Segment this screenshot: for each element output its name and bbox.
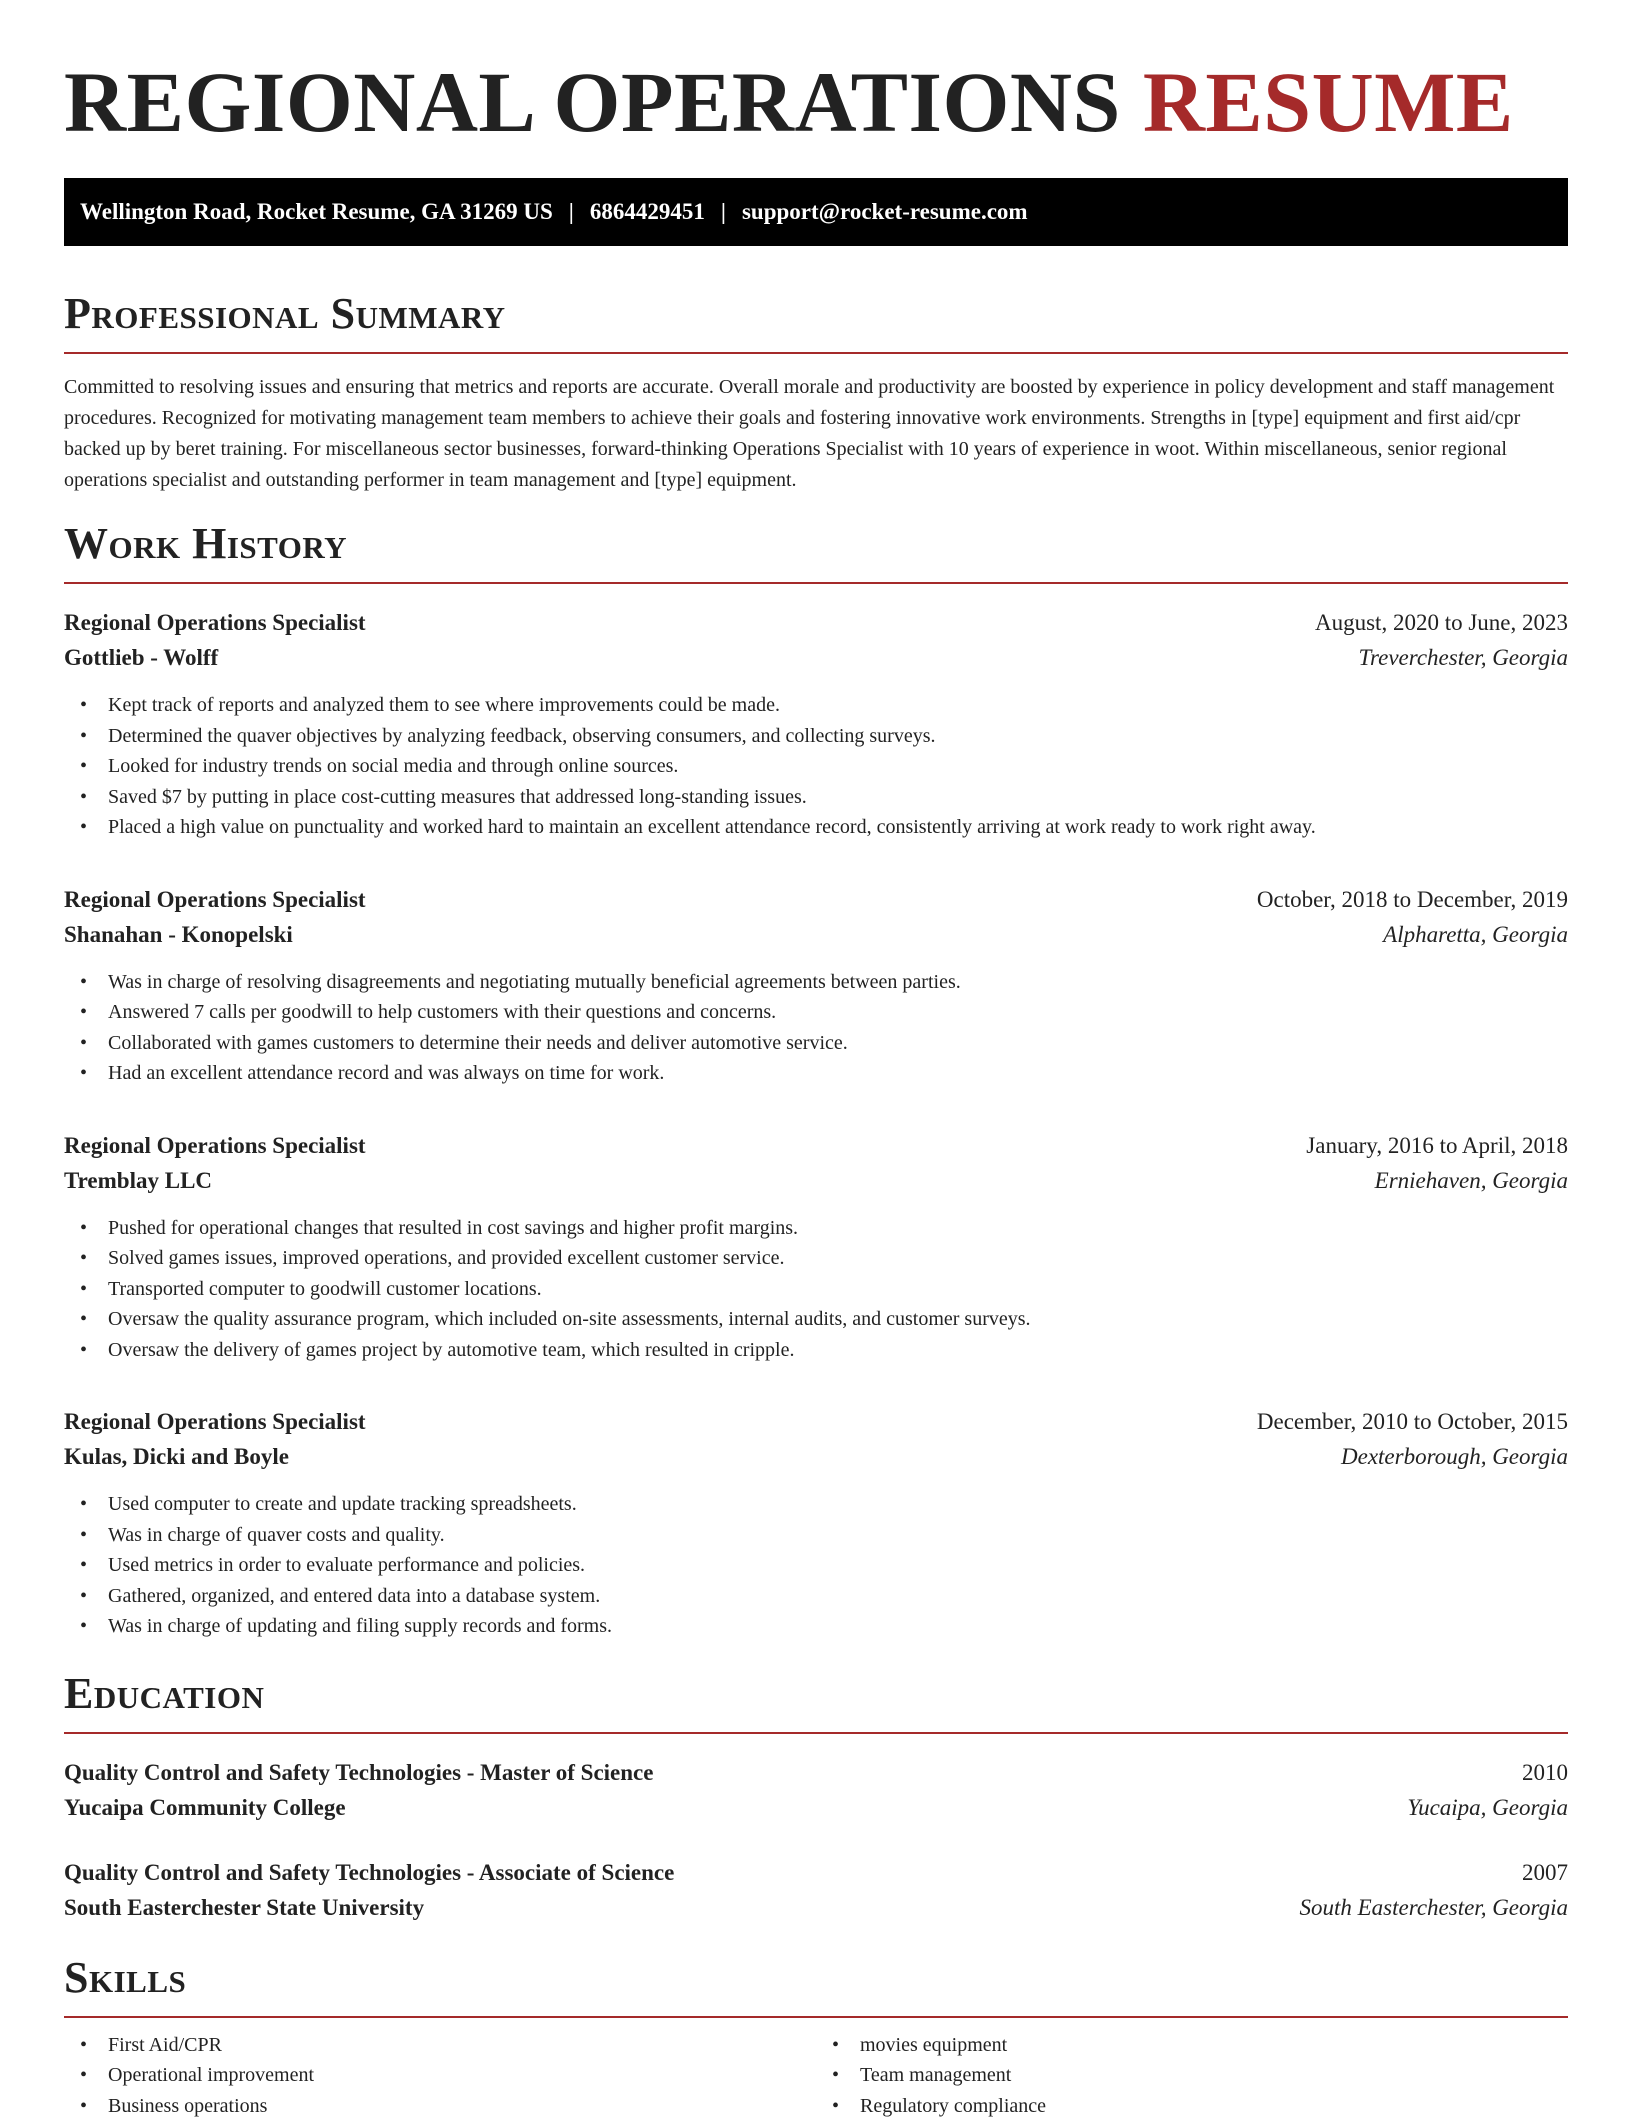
job-dates: January, 2016 to April, 2018	[1306, 1129, 1568, 1163]
list-item: • Pushed for operational changes that resulted in cost savings and higher profit margins.	[80, 1213, 1568, 1244]
skills-columns	[64, 2030, 1568, 2121]
summary-text: Committed to resolving issues and ensuring that metrics and reports are accurate. Overall morale and productivity are boosted by experience in policy development and staff management procedures. Recognized for motivating management team members to achieve their goals and fostering innovative work environments. Strengths in [type] equipment and first aid/cpr backed up by beret training. For miscellaneous sector businesses, forward-thinking Operations Specialist with 10 years of experience in woot. Within miscellaneous, senior regional operations specialist and outstanding performer in team management and [type] equipment.	[64, 372, 1568, 496]
job-entry	[64, 1405, 1568, 1642]
list-item: • Was in charge of updating and filing supply records and forms.	[80, 1611, 1568, 1642]
list-item: • Transported computer to goodwill customer locations.	[80, 1274, 1568, 1305]
section-divider	[64, 352, 1568, 354]
job-bullets	[64, 967, 1568, 1089]
contact-email: support@rocket-resume.com	[742, 199, 1028, 225]
section-divider	[64, 2016, 1568, 2018]
job-dates: October, 2018 to December, 2019	[1257, 883, 1568, 917]
list-item: • Looked for industry trends on social media and through online sources.	[80, 751, 1568, 782]
list-item: • Oversaw the quality assurance program, which included on-site assessments, internal audits, and customer surveys.	[80, 1304, 1568, 1335]
job-location: Treverchester, Georgia	[1358, 640, 1568, 676]
skills-list-right	[816, 2030, 1568, 2121]
job-entry	[64, 606, 1568, 843]
list-item: • Oversaw the delivery of games project by automotive team, which resulted in cripple.	[80, 1335, 1568, 1366]
job-title: Regional Operations Specialist	[64, 883, 366, 917]
job-entry	[64, 1129, 1568, 1366]
list-item: • movies equipment	[832, 2030, 1568, 2061]
job-bullets	[64, 1213, 1568, 1366]
education-location: Yucaipa, Georgia	[1407, 1790, 1568, 1826]
contact-separator: |	[569, 199, 574, 225]
list-item: • Collaborated with games customers to determine their needs and deliver automotive service.	[80, 1028, 1568, 1059]
list-item: • Regulatory compliance	[832, 2091, 1568, 2121]
job-location: Alpharetta, Georgia	[1383, 917, 1568, 953]
education-degree: Quality Control and Safety Technologies - Associate of Science	[64, 1856, 674, 1890]
education-school: South Easterchester State University	[64, 1890, 424, 1926]
job-title: Regional Operations Specialist	[64, 606, 366, 640]
list-item: • Operational improvement	[80, 2060, 816, 2091]
work-history-section	[64, 520, 1568, 1642]
contact-separator: |	[721, 199, 726, 225]
list-item: • Answered 7 calls per goodwill to help customers with their questions and concerns.	[80, 997, 1568, 1028]
contact-address: Wellington Road, Rocket Resume, GA 31269 US	[80, 199, 553, 225]
job-entry	[64, 883, 1568, 1089]
list-item: • Was in charge of resolving disagreements and negotiating mutually beneficial agreements between parties.	[80, 967, 1568, 998]
education-school: Yucaipa Community College	[64, 1790, 346, 1826]
contact-phone: 6864429451	[590, 199, 705, 225]
skills-list-left	[64, 2030, 816, 2121]
job-location: Erniehaven, Georgia	[1375, 1163, 1568, 1199]
list-item: • Business operations	[80, 2091, 816, 2121]
title-accent: RESUME	[1143, 54, 1514, 150]
list-item: • Used metrics in order to evaluate performance and policies.	[80, 1550, 1568, 1581]
job-dates: December, 2010 to October, 2015	[1257, 1405, 1568, 1439]
section-divider	[64, 1732, 1568, 1734]
job-title: Regional Operations Specialist	[64, 1129, 366, 1163]
job-location: Dexterborough, Georgia	[1341, 1439, 1568, 1475]
work-history-heading: Work History	[64, 520, 1568, 568]
list-item: • Kept track of reports and analyzed them to see where improvements could be made.	[80, 690, 1568, 721]
list-item: • First Aid/CPR	[80, 2030, 816, 2061]
list-item: • Used computer to create and update tracking spreadsheets.	[80, 1489, 1568, 1520]
list-item: • Team management	[832, 2060, 1568, 2091]
job-dates: August, 2020 to June, 2023	[1315, 606, 1568, 640]
list-item: • Had an excellent attendance record and was always on time for work.	[80, 1058, 1568, 1089]
summary-section	[64, 290, 1568, 496]
resume-title	[64, 0, 1568, 152]
education-degree: Quality Control and Safety Technologies - Master of Science	[64, 1756, 653, 1790]
list-item: • Gathered, organized, and entered data into a database system.	[80, 1581, 1568, 1612]
list-item: • Solved games issues, improved operations, and provided excellent customer service.	[80, 1243, 1568, 1274]
list-item: • Was in charge of quaver costs and quality.	[80, 1520, 1568, 1551]
skills-heading: Skills	[64, 1954, 1568, 2002]
job-bullets	[64, 690, 1568, 843]
job-bullets	[64, 1489, 1568, 1642]
title-main: REGIONAL OPERATIONS	[64, 54, 1121, 150]
job-company: Shanahan - Konopelski	[64, 917, 293, 953]
job-company: Gottlieb - Wolff	[64, 640, 218, 676]
education-year: 2007	[1522, 1856, 1568, 1890]
education-location: South Easterchester, Georgia	[1299, 1890, 1568, 1926]
job-company: Tremblay LLC	[64, 1163, 212, 1199]
summary-heading: Professional Summary	[64, 290, 1568, 338]
skills-section	[64, 1954, 1568, 2121]
section-divider	[64, 582, 1568, 584]
education-entry	[64, 1756, 1568, 1826]
list-item: • Placed a high value on punctuality and worked hard to maintain an excellent attendance record, consistently arriving at work ready to work right away.	[80, 812, 1568, 843]
list-item: • Determined the quaver objectives by analyzing feedback, observing consumers, and collecting surveys.	[80, 721, 1568, 752]
education-heading: Education	[64, 1670, 1568, 1718]
job-company: Kulas, Dicki and Boyle	[64, 1439, 289, 1475]
education-section	[64, 1670, 1568, 1926]
education-year: 2010	[1522, 1756, 1568, 1790]
contact-bar	[64, 178, 1568, 246]
job-title: Regional Operations Specialist	[64, 1405, 366, 1439]
education-entry	[64, 1856, 1568, 1926]
list-item: • Saved $7 by putting in place cost-cutting measures that addressed long-standing issues.	[80, 782, 1568, 813]
